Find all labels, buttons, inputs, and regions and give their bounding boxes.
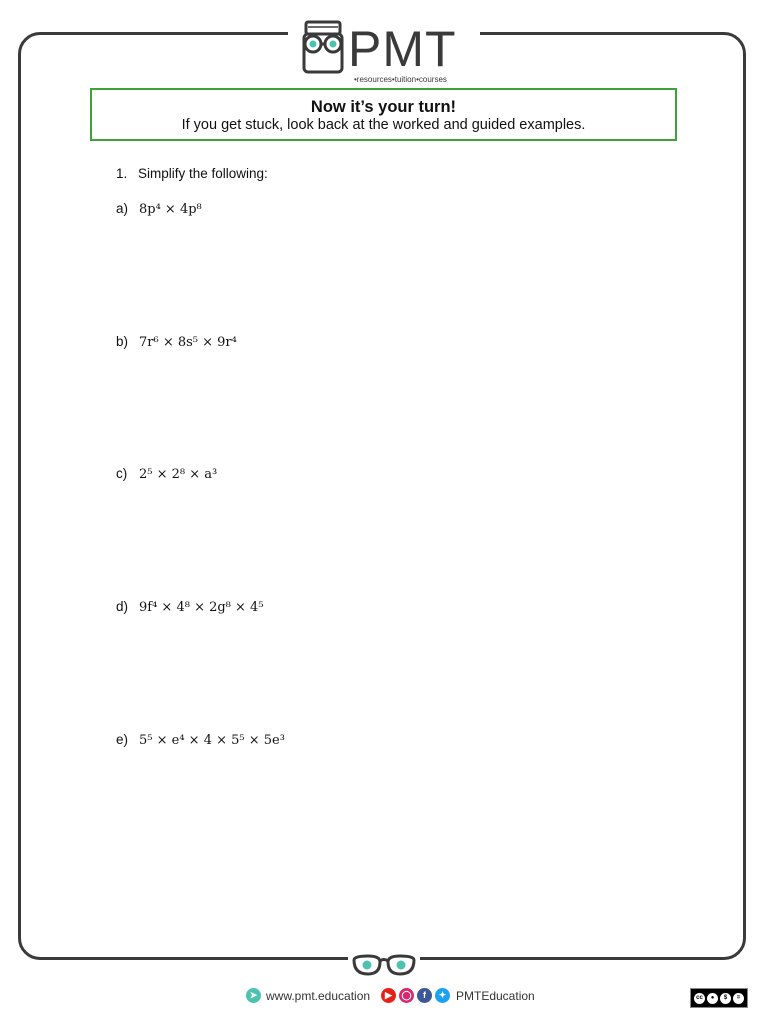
part-expression: 7r⁶ × 8s⁵ × 9r⁴ [139,335,237,350]
cc-icon: cc [694,993,705,1004]
banner-title: Now it’s your turn! [310,98,457,116]
part-label: e) [116,732,129,747]
question-part-c [116,466,217,482]
question-text: Simplify the following: [138,166,268,181]
website-link[interactable]: www.pmt.education [266,988,371,1003]
part-expression: 9f⁴ × 4⁸ × 2g⁸ × 4⁵ [139,600,264,615]
footer-website[interactable] [246,988,370,1003]
question-part-e [116,732,285,748]
part-label: d) [116,599,129,614]
part-label: a) [116,201,129,216]
cursor-icon: ➤ [246,988,261,1003]
nd-icon: = [733,993,744,1004]
question-intro [116,166,268,181]
logo-tagline: •resources•tuition•courses [354,75,447,84]
glasses-icon [348,952,420,983]
social-handle[interactable]: PMTEducation [456,988,535,1003]
by-icon: ● [707,993,718,1004]
logo-wordmark: PMT [348,21,457,77]
part-label: b) [116,334,129,349]
question-number: 1. [116,166,128,181]
part-expression: 2⁵ × 2⁸ × a³ [139,467,218,482]
creative-commons-icon [690,988,748,1008]
facebook-icon[interactable]: f [417,988,432,1003]
footer-social [381,988,535,1003]
book-glasses-icon [300,18,350,76]
pmt-logo [288,14,480,84]
part-label: c) [116,466,128,481]
question-part-b [116,334,237,350]
youtube-icon[interactable]: ▶ [381,988,396,1003]
part-expression: 5⁵ × e⁴ × 4 × 5⁵ × 5e³ [139,733,285,748]
instagram-icon[interactable]: ◯ [399,988,414,1003]
nc-icon: $ [720,993,731,1004]
question-part-d [116,599,264,615]
part-expression: 8p⁴ × 4p⁸ [139,202,202,217]
twitter-icon[interactable]: ✦ [435,988,450,1003]
question-part-a [116,201,202,217]
banner-subtitle: If you get stuck, look back at the worked and guided examples. [181,117,586,133]
instruction-banner [90,88,677,141]
